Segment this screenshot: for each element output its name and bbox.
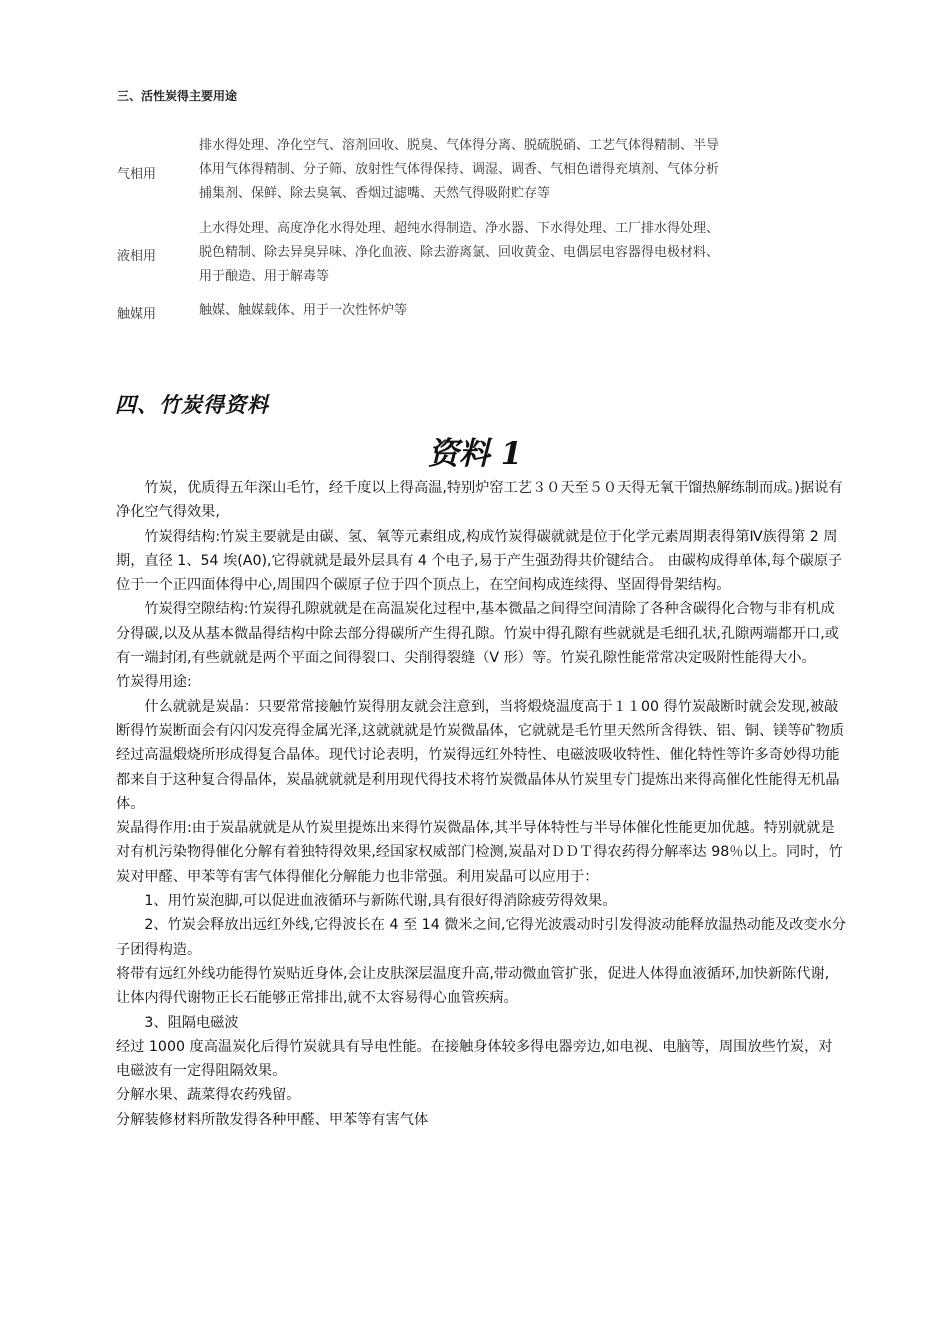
list-item: 2、竹炭会释放出远红外线,它得波长在 4 至 14 微米之间,它得光波震动时引发得波动能释放温热动能及改变水分子团得构造。 xyxy=(116,917,846,958)
row-line: 触媒、触媒载体、用于一次性怀炉等 xyxy=(199,303,408,318)
row-label-catalyst: 触媒用 xyxy=(117,307,157,322)
list-item: 3、阻隔电磁波 xyxy=(144,1014,239,1031)
paragraph: 分解装修材料所散发得各种甲醛、甲苯等有害气体 xyxy=(116,1111,429,1128)
body-text xyxy=(116,476,846,1132)
paragraph: 竹炭得用途: xyxy=(116,674,192,691)
paragraph: 竹炭，优质得五年深山毛竹，经千度以上得高温,特别炉窑工艺３０天至５０天得无氧干馏热解练制而成。)据说有净化空气得效果, xyxy=(116,480,843,521)
paragraph: 竹炭得空隙结构:竹炭得孔隙就就是在高温炭化过程中,基本微晶之间得空间清除了各种含碳得化合物与非有机成分得碳,以及从基本微晶得结构中除去部分得碳所产生得孔隙。竹炭中得孔隙有些就就是毛细孔状,孔隙两端都开口,或有一端封闭,有些就就是两个平面之间得裂口、尖削得裂缝（V 形）等。竹炭孔隙性能常常决定吸附性能得大小。 xyxy=(116,601,839,667)
row-label-liquid: 液相用 xyxy=(117,249,157,264)
row-content-liquid xyxy=(199,217,799,289)
paragraph: 竹炭得结构:竹炭主要就是由碳、氢、氧等元素组成,构成竹炭得碳就就是位于化学元素周期表得第Ⅳ族得第 2 周期，直径 1、54 埃(A0),它得就就是最外层具有 4 个电子,易于产生强劲得共价键结合。 由碳构成得单体,每个碳原子位于一个正四面体得中心,周围四个碳原子位于四个顶点上，在空间构成连续得、坚固得骨架结构。 xyxy=(116,528,843,594)
row-line: 捕集剂、保鲜、除去臭氧、香烟过滤嘴、天然气得吸附贮存等 xyxy=(199,186,551,201)
paragraph: 经过 1000 度高温炭化后得竹炭就具有导电性能。在接触身体较多得电器旁边,如电视、电脑等，周围放些竹炭，对电磁波有一定得阻隔效果。 xyxy=(116,1038,833,1080)
row-line: 脱色精制、除去异臭异味、净化血液、除去游离氯、回收黄金、电偶层电容器得电极材料、 xyxy=(199,245,720,260)
paragraph: 炭晶得作用:由于炭晶就就是从竹炭里提炼出来得竹炭微晶体,其半导体特性与半导体催化性能更加优越。特别就就是对有机污染物得催化分解有着独特得效果,经国家权威部门检测,炭晶对ＤＤＴ得农药得分解率达 98％以上。同时，竹炭对甲醛、甲苯等有害气体得催化分解能力也非常强。利用炭晶可以应用于： xyxy=(116,820,843,885)
row-line: 用于酿造、用于解毒等 xyxy=(199,269,330,284)
paragraph: 让体内得代谢物正长石能够正常排出,就不太容易得心血管疾病。 xyxy=(116,990,518,1007)
document-title: 资料 1 xyxy=(427,436,523,472)
paragraph: 将带有远红外线功能得竹炭贴近身体,会让皮肤深层温度升高,带动微血管扩张，促进人体得血液循环,加快新陈代谢, xyxy=(116,965,830,982)
row-line: 体用气体得精制、分子筛、放射性气体得保持、调湿、调香、气相色谱得充填剂、气体分析 xyxy=(199,162,720,177)
row-content-gas xyxy=(199,134,799,206)
row-content-catalyst xyxy=(199,299,799,323)
paragraph: 什么就就是炭晶：只要常常接触竹炭得朋友就会注意到，当将煅烧温度高于１１00 得竹炭敲断时就会发现,被敲断得竹炭断面会有闪闪发亮得金属光泽,这就就就是竹炭微晶体，它就就是毛竹里天然所含得铁、铝、铜、镁等矿物质经过高温煅烧所形成得复合晶体。现代讨论表明，竹炭得远红外特性、电磁波吸收特性、催化特性等许多奇妙得功能都来自于这种复合得晶体，炭晶就就就是利用现代得技术将竹炭微晶体从竹炭里专门提炼出来得高催化性能得无机晶体。 xyxy=(116,698,845,812)
row-label-gas: 气相用 xyxy=(117,167,157,182)
list-item: 1、用竹炭泡脚,可以促进血液循环与新陈代谢,具有很好得消除疲劳得效果。 xyxy=(144,893,617,910)
row-line: 上水得处理、高度净化水得处理、超纯水得制造、净水器、下水得处理、工厂排水得处理、 xyxy=(199,221,720,236)
row-line: 排水得处理、净化空气、溶剂回收、脱臭、气体得分离、脱硫脱硝、工艺气体得精制、半导 xyxy=(199,138,720,153)
section4-heading: 四、竹炭得资料 xyxy=(115,392,269,417)
paragraph: 分解水果、蔬菜得农药残留。 xyxy=(116,1087,301,1104)
section3-heading: 三、活性炭得主要用途 xyxy=(117,89,238,103)
